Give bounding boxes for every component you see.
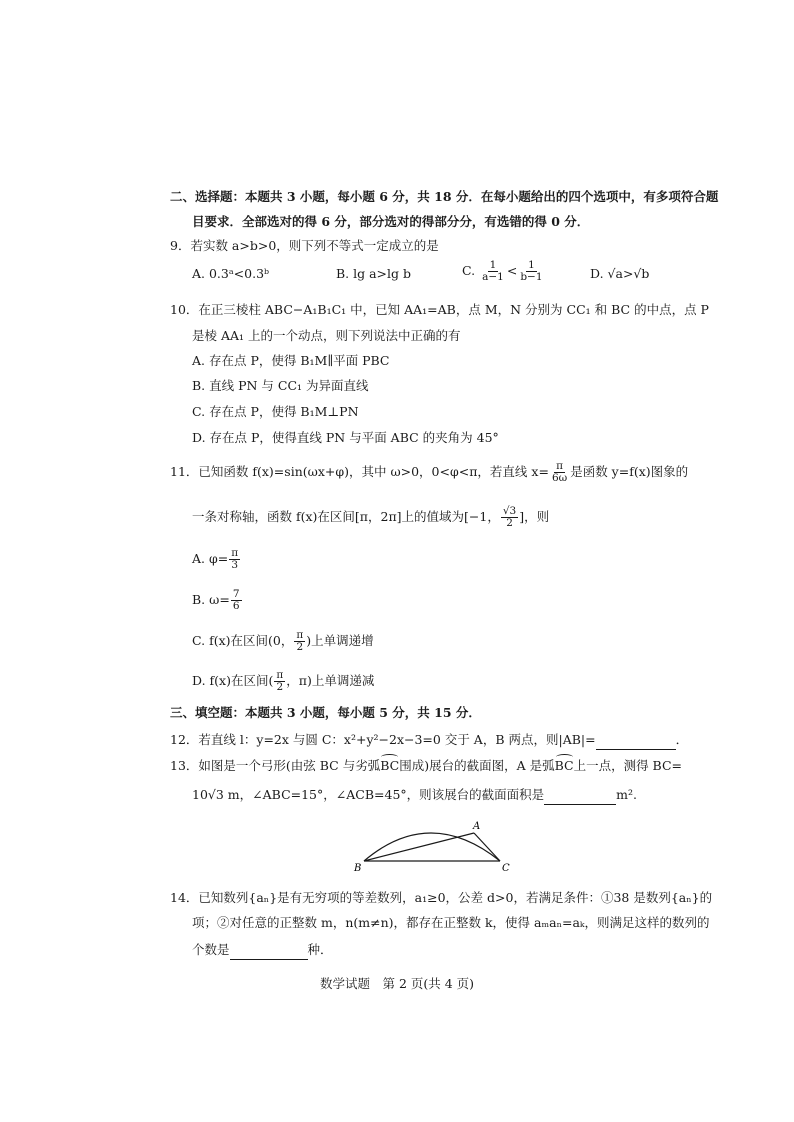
- q14-line3-b: 种．: [307, 942, 333, 957]
- q12-line: [170, 731, 688, 750]
- q9-frac2-num: 1: [528, 259, 535, 271]
- q13-line1-b: 围成)展台的截面图，A 是弧: [399, 758, 555, 773]
- q10-line2: 是棱 AA₁ 上的一个动点，则下列说法中正确的有: [192, 328, 461, 343]
- q11-option-a-text: A. φ=: [192, 551, 229, 566]
- q11-option-c-num: π: [296, 629, 304, 641]
- q13-arc-bc-2: BC: [554, 758, 574, 773]
- q9-option-d: D. √a>√b: [590, 266, 650, 281]
- q13-arc-bc-1: BC: [380, 758, 400, 773]
- q11-option-d-a: D. f(x)在区间(: [192, 673, 274, 688]
- q10-option-d: D. 存在点 P，使得直线 PN 与平面 ABC 的夹角为 45°: [192, 430, 499, 445]
- q9-frac2-den: b−1: [520, 271, 543, 283]
- q14-line3: [192, 941, 333, 960]
- q11-option-a-den: 3: [231, 559, 238, 571]
- q11-option-b: [192, 589, 243, 612]
- q11-line1-num: π: [556, 460, 564, 472]
- q11-option-c-frac: [294, 630, 305, 653]
- q13-label-c: C: [502, 863, 510, 874]
- q11-line2: [192, 506, 549, 529]
- q13-line2: [192, 786, 637, 805]
- q13-segment-ac: [474, 833, 500, 861]
- section2-header-line1: 二、选择题：本题共 3 小题，每小题 6 分，共 18 分．在每小题给出的四个选项中，有多项符合题: [170, 189, 719, 204]
- q11-line1-den: 6ω: [551, 472, 568, 484]
- q9-option-c-frac2: [518, 260, 544, 283]
- q9-option-c: [462, 260, 546, 283]
- q11-line2-den: 2: [506, 517, 513, 529]
- q14-line1: 14．已知数列{aₙ}是有无穷项的等差数列，a₁≥0，公差 d>0，若满足条件：①38 是数列{aₙ}的: [170, 890, 713, 905]
- q12-text: 12．若直线 l：y=2x 与圆 C：x²+y²−2x−3=0 交于 A，B 两点，则|AB|=: [170, 732, 596, 747]
- q13-label-b: B: [354, 863, 362, 874]
- q10-option-c: C. 存在点 P，使得 B₁M⊥PN: [192, 404, 359, 419]
- q14-line3-a: 个数是: [192, 942, 230, 957]
- q11-line2-a: 一条对称轴，函数 f(x)在区间[π，2π]上的值域为[−1，: [192, 509, 500, 524]
- q9-option-c-frac1: [480, 260, 506, 283]
- q10-option-a: A. 存在点 P，使得 B₁M∥平面 PBC: [192, 353, 390, 368]
- q13-line1-c: 上一点，测得 BC=: [573, 758, 683, 773]
- q11-line1-b: 是函数 y=f(x)图象的: [570, 464, 689, 479]
- q14-line2: 项；②对任意的正整数 m，n(m≠n)，都存在正整数 k，使得 aₘaₙ=aₖ，则满足这样的数列的: [192, 915, 710, 930]
- section2-header-line2: 目要求．全部选对的得 6 分，部分选对的得部分分，有选错的得 0 分．: [192, 214, 590, 229]
- q11-option-d-frac: [274, 670, 285, 693]
- q9-stem: 9．若实数 a>b>0，则下列不等式一定成立的是: [170, 238, 439, 253]
- q11-line1: [170, 461, 688, 484]
- q11-option-d-den: 2: [276, 681, 284, 693]
- q11-option-a-num: π: [231, 547, 239, 559]
- q11-option-b-den: 6: [232, 600, 240, 612]
- q10-option-b: B. 直线 PN 与 CC₁ 为异面直线: [192, 378, 369, 393]
- q10-line1: 10．在正三棱柱 ABC−A₁B₁C₁ 中，已知 AA₁=AB，点 M，N 分别为 CC₁ 和 BC 的中点，点 P: [170, 302, 709, 317]
- q11-option-b-num: 7: [232, 588, 240, 600]
- q13-answer-blank[interactable]: [544, 786, 616, 805]
- q13-arc-path: [364, 833, 500, 861]
- q13-line2-b: m².: [616, 787, 637, 802]
- q9-option-c-prefix: C.: [462, 263, 476, 278]
- q11-option-d: [192, 670, 374, 693]
- q11-option-a-frac: [229, 548, 240, 571]
- q11-line2-num: √3: [502, 505, 517, 517]
- q9-frac1-den: a−1: [482, 271, 504, 283]
- q11-option-c-den: 2: [296, 641, 304, 653]
- q13-label-a: A: [473, 821, 481, 832]
- q9-option-a: A. 0.3ᵃ<0.3ᵇ: [192, 266, 270, 281]
- q11-option-c: [192, 630, 374, 653]
- q11-line1-a: 11．已知函数 f(x)=sin(ωx+φ)，其中 ω>0，0<φ<π，若直线 x=: [170, 464, 549, 479]
- q13-figure: [350, 815, 520, 875]
- q11-option-a: [192, 548, 241, 571]
- q9-frac1-num: 1: [489, 259, 497, 271]
- q11-option-d-b: ，π)上单调递减: [286, 673, 375, 688]
- q11-line2-frac: [501, 506, 518, 529]
- q11-line1-frac: [550, 461, 569, 484]
- q13-line1-a: 13．如图是一个弓形(由弦 BC 与劣弧: [170, 758, 381, 773]
- page-footer: 数学试题 第 2 页(共 4 页): [319, 976, 475, 991]
- q11-option-b-frac: [231, 589, 242, 612]
- q11-line2-b: ]，则: [519, 509, 550, 524]
- q11-option-b-text: B. ω=: [192, 592, 230, 607]
- q13-segment-ba: [364, 833, 474, 861]
- q11-option-c-a: C. f(x)在区间(0，: [192, 633, 294, 648]
- q12-end: ．: [675, 732, 689, 747]
- section3-header: 三、填空题：本题共 3 小题，每小题 5 分，共 15 分．: [170, 705, 481, 720]
- q11-option-c-b: )上单调递增: [306, 633, 374, 648]
- q14-answer-blank[interactable]: [230, 941, 308, 960]
- q13-line1: [170, 757, 682, 775]
- q13-line2-a: 10√3 m，∠ABC=15°，∠ACB=45°，则该展台的截面面积是: [192, 787, 545, 802]
- q9-option-c-mid: <: [506, 263, 518, 278]
- q12-answer-blank[interactable]: [596, 731, 676, 750]
- q9-option-b: B. lg a>lg b: [336, 266, 412, 281]
- q11-option-d-num: π: [276, 669, 284, 681]
